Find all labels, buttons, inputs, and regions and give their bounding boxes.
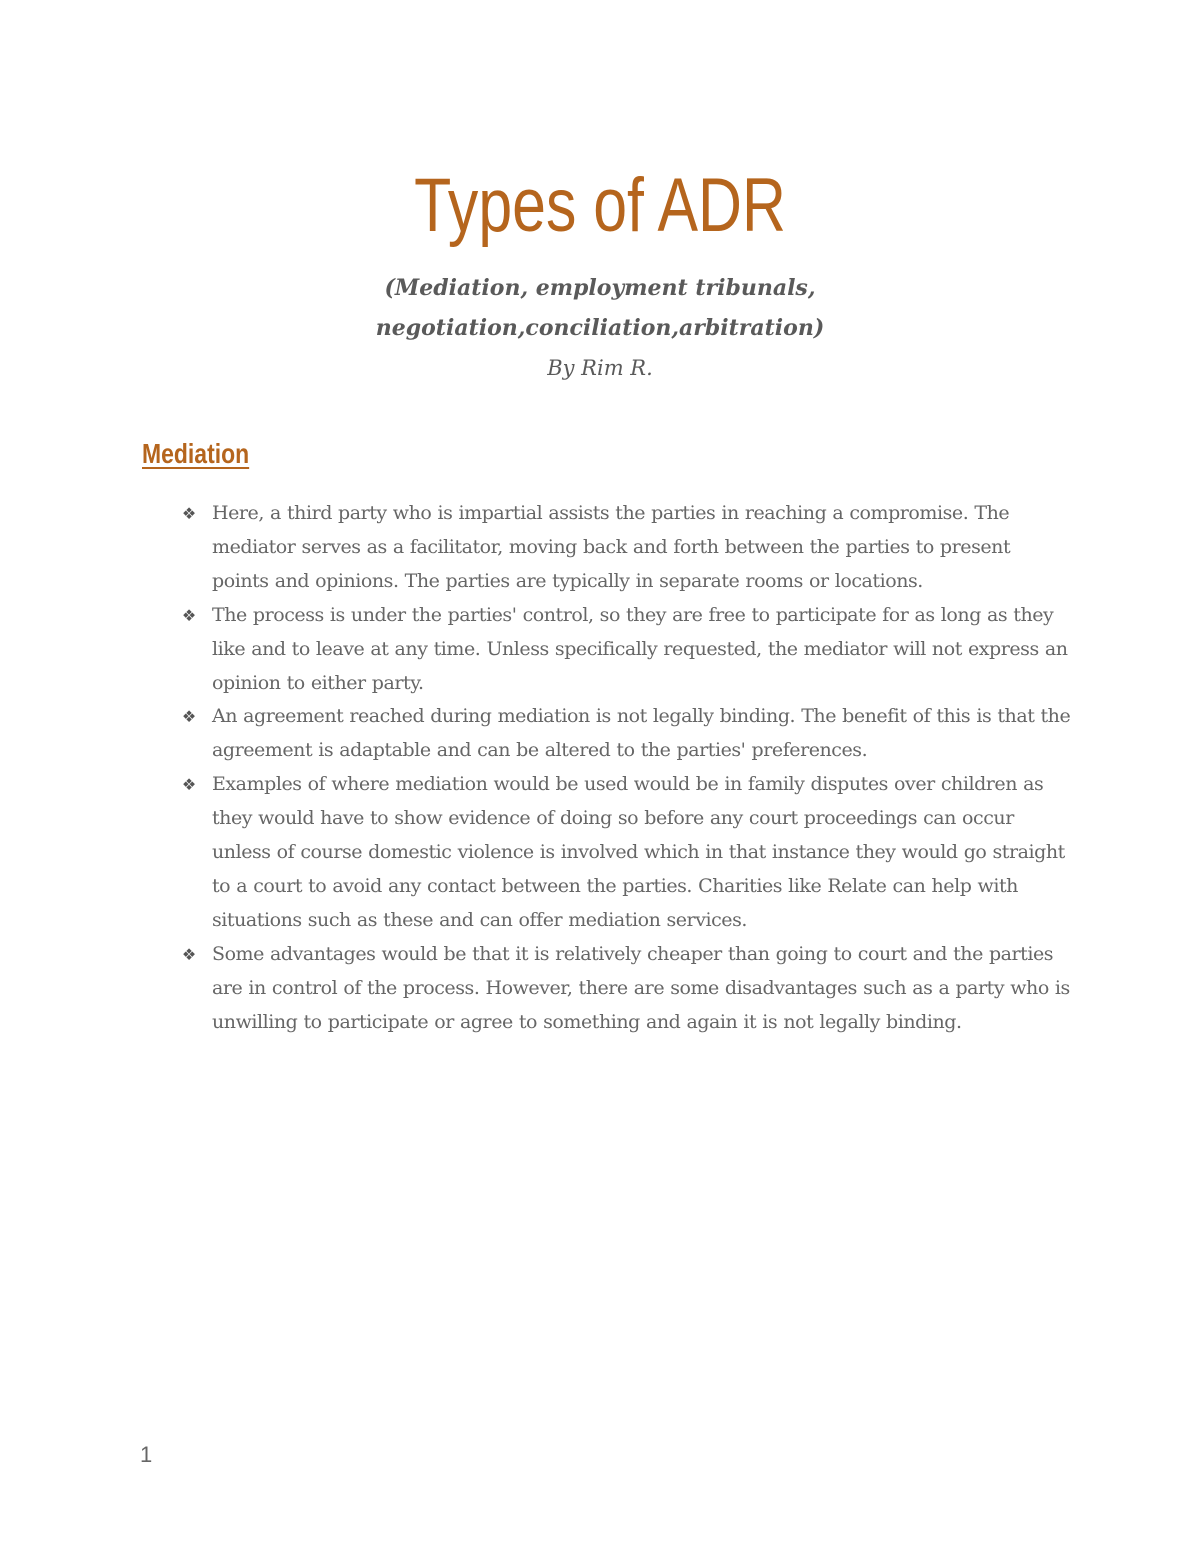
- diamond-cluster-icon: ❖: [181, 504, 197, 523]
- list-item-text: An agreement reached during mediation is not legally binding. The benefit of this is that the agreement is adaptable and can be altered to the parties' preferences.: [212, 705, 1071, 762]
- diamond-cluster-icon: ❖: [181, 775, 197, 795]
- list-item-text: The process is under the parties' control, so they are free to participate for as long as they like and to leave at any time. Unless specifically requested, the mediator will not express an opinion to either party.: [212, 603, 1068, 694]
- bullet-list: [181, 497, 1072, 1040]
- subtitle-line: (Mediation, employment tribunals,: [384, 275, 816, 301]
- document-author: By Rim R.: [547, 356, 653, 380]
- section-heading-mediation: Mediation: [142, 438, 250, 469]
- list-item: [181, 768, 1072, 938]
- list-item: [181, 938, 1072, 1040]
- diamond-cluster-icon: ❖: [181, 707, 197, 727]
- list-item: [181, 599, 1072, 701]
- list-item-text: Here, a third party who is impartial assists the parties in reaching a compromise. The mediator serves as a facilitator, moving back and forth between the parties to present points and opinions. The parties are typically in separate rooms or locations.: [212, 502, 1011, 592]
- page-number: 1: [140, 1442, 153, 1467]
- document-title: Types of ADR: [414, 163, 786, 248]
- list-item-text: Some advantages would be that it is relatively cheaper than going to court and the parties are in control of the process. However, there are some disadvantages such as a party who is unwilling to participate or agree to something and again it is not legally binding.: [212, 942, 1070, 1033]
- list-item: [181, 700, 1072, 768]
- list-item: [181, 497, 1072, 599]
- diamond-cluster-icon: ❖: [181, 605, 197, 625]
- list-item-text: Examples of where mediation would be used would be in family disputes over children as they would have to show evidence of doing so before any court proceedings can occur unless of course domestic violence is involved which in that instance they would go straight to a court to avoid any contact between the parties. Charities like Relate can help with situations such as these and can offer mediation services.: [212, 773, 1065, 931]
- subtitle-line: negotiation,conciliation,arbitration): [375, 315, 825, 341]
- diamond-cluster-icon: ❖: [181, 944, 197, 964]
- document-subtitle: [0, 268, 1200, 348]
